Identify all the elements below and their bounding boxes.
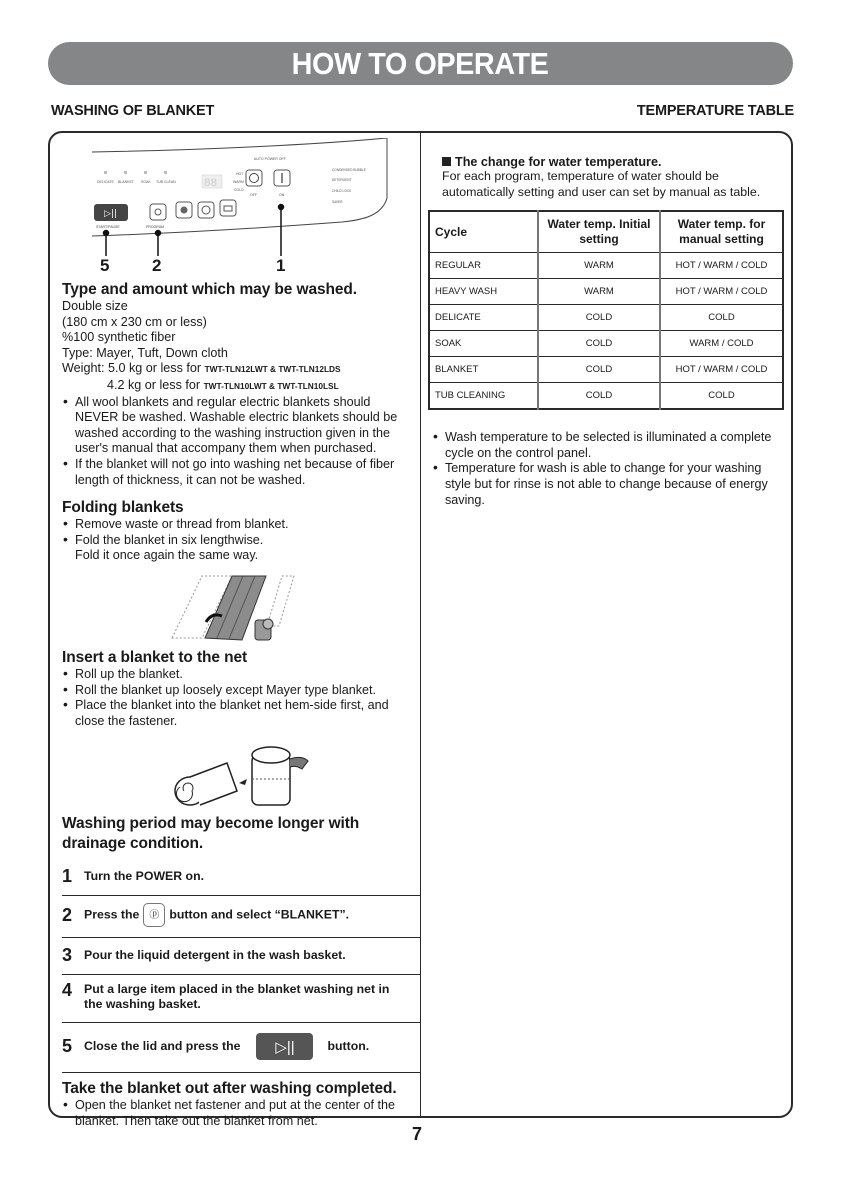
cell-initial: COLD xyxy=(538,383,660,410)
cell-cycle: TUB CLEANING xyxy=(429,383,538,410)
table-row xyxy=(429,357,783,383)
column-header: Water temp. Initial setting xyxy=(538,211,660,253)
type-line: %100 synthetic fiber xyxy=(62,330,176,345)
bullet-item: • Roll up the blanket. xyxy=(62,667,414,683)
note-item: • Temperature for wash is able to change for your washing style but for rinse is not able to change because of energy saving. xyxy=(432,461,786,508)
step-text: Turn the POWER on. xyxy=(84,869,204,884)
type-amount-heading: Type and amount which may be washed. xyxy=(62,281,357,298)
cell-manual: COLD xyxy=(660,305,783,331)
control-panel-illustration xyxy=(62,138,407,278)
cell-manual: WARM / COLD xyxy=(660,331,783,357)
table-header-row xyxy=(429,211,783,253)
section-title-washing-blanket: WASHING OF BLANKET xyxy=(51,103,215,119)
step-text xyxy=(84,903,349,927)
step-number: 5 xyxy=(62,1036,73,1057)
step-1 xyxy=(62,860,420,896)
square-bullet-icon xyxy=(442,157,451,166)
folding-continuation: Fold it once again the same way. xyxy=(75,548,259,563)
bullet-item: • Place the blanket into the blanket net hem-side first, and close the fastener. xyxy=(62,698,414,729)
svg-text:OFF: OFF xyxy=(250,193,257,197)
step-text: Put a large item placed in the blanket washing net in the washing basket. xyxy=(84,982,390,1012)
svg-text:AUTO POWER OFF: AUTO POWER OFF xyxy=(254,157,286,161)
svg-text:CONDENSED BUBBLE: CONDENSED BUBBLE xyxy=(332,168,366,172)
control-panel-drawing xyxy=(62,138,407,258)
page-number: 7 xyxy=(412,1124,423,1144)
temperature-table xyxy=(428,210,784,410)
weight-value: 4.2 kg or less for xyxy=(107,377,201,392)
table-row xyxy=(429,331,783,357)
svg-text:BLANKET: BLANKET xyxy=(118,180,134,184)
callout-2: 2 xyxy=(152,256,162,275)
page-title: HOW TO OPERATE xyxy=(292,45,549,81)
rolled-blanket-net-illustration xyxy=(62,733,407,809)
column-header: Water temp. for manual setting xyxy=(660,211,783,253)
cell-manual: HOT / WARM / COLD xyxy=(660,253,783,279)
cell-cycle: HEAVY WASH xyxy=(429,279,538,305)
type-line: Type: Mayer, Tuft, Down cloth xyxy=(62,345,228,360)
svg-text:TUB CLEAN: TUB CLEAN xyxy=(156,180,176,184)
svg-text:COLD: COLD xyxy=(234,188,244,192)
insert-heading: Insert a blanket to the net xyxy=(62,648,248,666)
table-row xyxy=(429,383,783,410)
bullet-item: • Open the blanket net fastener and put at the center of the blanket. Then take out the blanket from net. xyxy=(62,1098,414,1129)
step-4 xyxy=(62,975,420,1023)
cell-manual: HOT / WARM / COLD xyxy=(660,279,783,305)
svg-text:PROGRAM: PROGRAM xyxy=(146,225,165,229)
callout-1: 1 xyxy=(276,256,286,275)
weight-line-2 xyxy=(62,378,414,395)
folding-heading: Folding blankets xyxy=(62,499,184,517)
folding-illustration xyxy=(62,570,407,648)
weight-label: Weight: xyxy=(62,361,105,376)
svg-text:ON: ON xyxy=(279,193,285,197)
cell-cycle: BLANKET xyxy=(429,357,538,383)
cell-cycle: REGULAR xyxy=(429,253,538,279)
svg-text:DELICATE: DELICATE xyxy=(97,180,114,184)
note-item: • Wash temperature to be selected is illuminated a complete cycle on the control panel. xyxy=(432,430,786,461)
bullet-item: • All wool blankets and regular electric blankets should NEVER be washed. Washable electric blankets should be washed according to the washing instruction given in the user's manual that accompany them when purchased. xyxy=(62,395,414,457)
svg-text:SAVER: SAVER xyxy=(332,200,343,204)
step-number: 3 xyxy=(62,945,73,966)
svg-text:START/PAUSE: START/PAUSE xyxy=(96,225,120,229)
table-row xyxy=(429,253,783,279)
right-column xyxy=(428,155,786,508)
cell-manual: HOT / WARM / COLD xyxy=(660,357,783,383)
table-row xyxy=(429,305,783,331)
program-button-icon: ⓟ xyxy=(143,903,165,927)
step-number: 1 xyxy=(62,866,73,887)
page-banner xyxy=(48,42,793,85)
type-line: (180 cm x 230 cm or less) xyxy=(62,314,207,329)
column-divider xyxy=(420,131,421,1118)
table-row xyxy=(429,279,783,305)
weight-value: 5.0 kg or less for xyxy=(107,361,202,376)
type-line: Double size xyxy=(62,299,128,313)
model-numbers: TWT-TLN12LWT & TWT-TLN12LDS xyxy=(204,364,341,375)
cell-initial: WARM xyxy=(538,253,660,279)
bullet-item: • If the blanket will not go into washing net because of fiber length of thickness, it can not be washed. xyxy=(62,457,414,488)
svg-text:SOAK: SOAK xyxy=(141,180,151,184)
section-title-temperature-table: TEMPERATURE TABLE xyxy=(636,103,794,119)
temperature-intro: For each program, temperature of water should be automatically setting and user can set by manual as table. xyxy=(442,169,761,199)
step-text-pre: Press the xyxy=(84,907,140,922)
steps-list xyxy=(62,860,420,1073)
step-2 xyxy=(62,896,420,938)
bullet-item: • Fold the blanket in six lengthwise. xyxy=(62,533,414,549)
model-numbers: TWT-TLN10LWT & TWT-TLN10LSL xyxy=(203,380,339,391)
column-header: Cycle xyxy=(429,211,538,253)
start-pause-button-icon: ▷|| xyxy=(256,1033,313,1060)
cell-initial: COLD xyxy=(538,357,660,383)
washing-period-heading: Washing period may become longer with drainage condition. xyxy=(62,815,360,853)
left-column xyxy=(62,138,414,1129)
svg-text:HOT: HOT xyxy=(236,172,244,176)
weight-line-1 xyxy=(62,361,414,378)
cell-initial: COLD xyxy=(538,331,660,357)
step-text-pre: Close the lid and press the xyxy=(84,1039,241,1054)
cell-cycle: SOAK xyxy=(429,331,538,357)
cell-manual: COLD xyxy=(660,383,783,410)
step-5 xyxy=(62,1023,420,1073)
cell-cycle: DELICATE xyxy=(429,305,538,331)
temperature-intro-title xyxy=(428,155,786,169)
step-text-post: button. xyxy=(327,1039,370,1054)
svg-text:▷||: ▷|| xyxy=(104,209,117,219)
step-text xyxy=(84,1039,240,1054)
step-number: 2 xyxy=(62,904,73,925)
svg-text:CHILD LOCK: CHILD LOCK xyxy=(332,189,352,193)
bullet-item: • Remove waste or thread from blanket. xyxy=(62,517,414,533)
step-number: 4 xyxy=(62,980,73,1001)
bullet-item: • Roll the blanket up loosely except Mayer type blanket. xyxy=(62,683,414,699)
step-3 xyxy=(62,938,420,975)
svg-text:WARM: WARM xyxy=(233,180,244,184)
svg-text:DETERGENT: DETERGENT xyxy=(332,178,352,182)
svg-text:88: 88 xyxy=(204,178,218,190)
callout-5: 5 xyxy=(100,256,110,275)
step-text-post: button and select “BLANKET”. xyxy=(169,907,350,922)
step-text: Pour the liquid detergent in the wash basket. xyxy=(84,948,346,963)
temperature-title-text: The change for water temperature. xyxy=(455,155,662,169)
take-out-heading: Take the blanket out after washing completed. xyxy=(62,1080,397,1098)
cell-initial: COLD xyxy=(538,305,660,331)
cell-initial: WARM xyxy=(538,279,660,305)
